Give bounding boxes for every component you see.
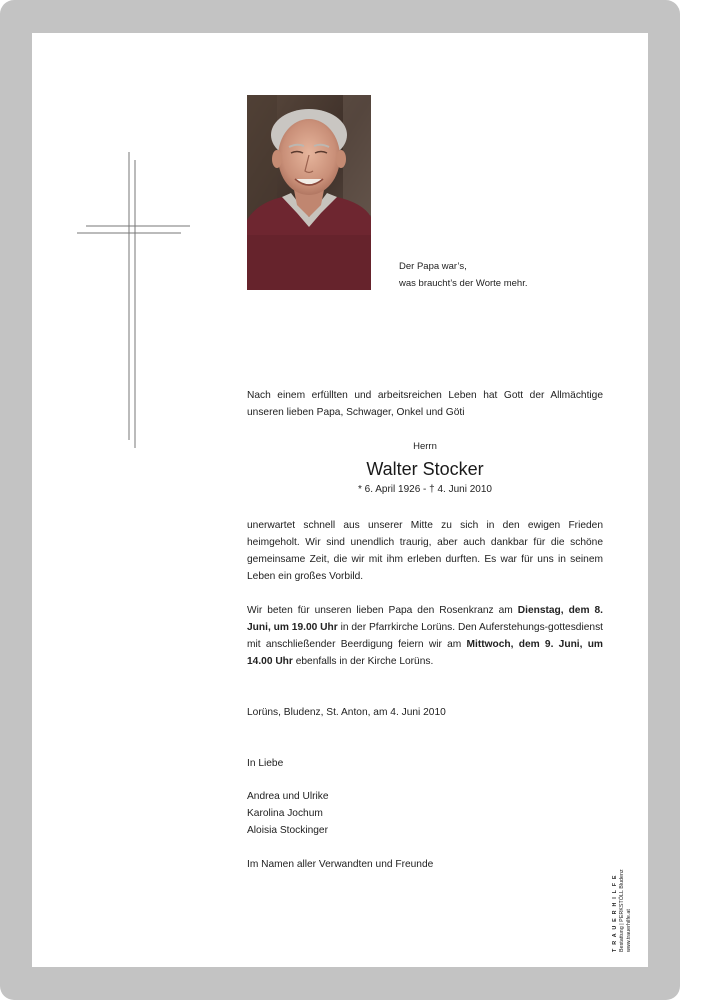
funeral-date: Mittwoch, dem 9. Juni, um 14.00 Uhr — [247, 639, 603, 667]
quote-line-2: was braucht’s der Worte mehr. — [399, 278, 528, 289]
in-liebe: In Liebe — [247, 758, 284, 769]
brand-name: T R A U E R H I L F E — [612, 874, 618, 952]
funeral-home-logo — [612, 852, 642, 952]
brand-website: www.trauerhilfe.at — [626, 909, 632, 952]
service-paragraph — [247, 602, 603, 670]
portrait-photo — [247, 95, 371, 290]
message-text — [247, 517, 603, 585]
quote — [399, 258, 527, 292]
service-text-3: ebenfalls in der Kirche Lorüns. — [292, 656, 434, 667]
life-dates: * 6. April 1926 - † 4. Juni 2010 — [358, 484, 492, 495]
mourners-list — [247, 788, 329, 839]
service-text-2: in der Pfarrkirche Lorüns. Den Auferstehungs-gottesdienst mit anschließender Beerdigung feiern wir am — [247, 622, 603, 650]
closing-line: Im Namen aller Verwandten und Freunde — [247, 859, 434, 870]
place-date: Lorüns, Bludenz, St. Anton, am 4. Juni 2010 — [247, 707, 446, 718]
service-text — [247, 602, 603, 670]
message-paragraph: unerwartet schnell aus unserer Mitte zu sich in den ewigen Frieden heimgeholt. Wir sind unendlich traurig, aber auch dankbar für die schöne gemeinsame Zeit, die wir mit ihm erleben durften. Es war für uns in seinem Leben ein großes Vorbild. — [247, 520, 603, 582]
rosary-date: Dienstag, dem 8. Juni, um 19.00 Uhr — [247, 605, 603, 633]
mourner-name: Karolina Jochum — [247, 808, 323, 819]
deceased-name: Walter Stocker — [366, 459, 484, 479]
cross-icon — [77, 152, 190, 448]
intro-paragraph: Nach einem erfüllten und arbeitsreichen Leben hat Gott der Allmächtige unseren lieben Papa, Schwager, Onkel und Göti — [247, 390, 603, 418]
service-text-1: Wir beten für unseren lieben Papa den Rosenkranz am — [247, 605, 518, 616]
brand-line: Bestattung | PERKSTÖLL Bludenz — [619, 869, 625, 952]
salutation: Herrn — [413, 441, 437, 452]
mourner-name: Andrea und Ulrike — [247, 791, 329, 802]
quote-line-1: Der Papa war’s, — [399, 261, 467, 272]
intro-text — [247, 387, 603, 421]
mourner-name: Aloisia Stockinger — [247, 825, 328, 836]
